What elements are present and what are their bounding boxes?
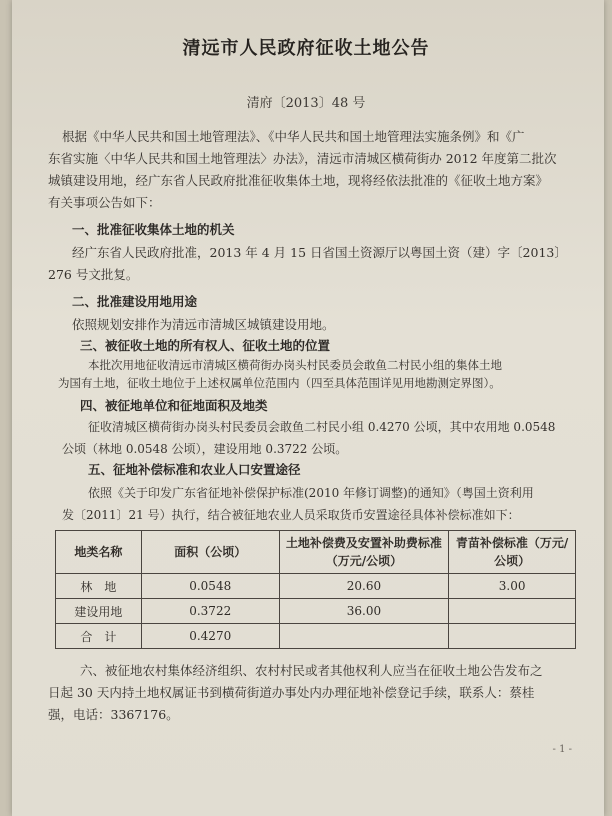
section-heading: 二、批准建设用地用途 bbox=[72, 294, 198, 309]
table-header: 地类名称 bbox=[56, 531, 142, 574]
table-header: 青苗补偿标准（万元/公顷） bbox=[449, 531, 576, 574]
section-line: 依照《关于印发广东省征地补偿保护标准(2010 年修订调整)的通知》（粤国土资利用 bbox=[88, 486, 534, 500]
table-header: 土地补偿费及安置补助费标准（万元/公顷） bbox=[279, 531, 449, 574]
compensation-table bbox=[55, 530, 576, 649]
table-cell: 36.00 bbox=[279, 599, 449, 624]
intro-line: 东省实施〈中华人民共和国土地管理法〉办法》，清远市清城区横荷街办 2012 年度第二批次 bbox=[48, 151, 557, 166]
section-heading: 四、被征地单位和征地面积及地类 bbox=[80, 398, 268, 413]
table-cell: 20.60 bbox=[279, 574, 449, 599]
table-cell bbox=[449, 624, 576, 649]
section-line: 依照规划安排作为清远市清城区城镇建设用地。 bbox=[72, 317, 335, 332]
table-cell: 0.0548 bbox=[141, 574, 279, 599]
section-line: 为国有土地，征收土地位于上述权属单位范围内（四至具体范围详见用地勘测定界图）。 bbox=[58, 376, 501, 390]
section-line: 日起 30 天内持土地权属证书到横荷街道办事处内办理征地补偿登记手续，联系人：蔡桂 bbox=[48, 685, 535, 700]
table-cell: 合 计 bbox=[56, 624, 142, 649]
table-row bbox=[56, 574, 576, 599]
section-line: 本批次用地征收清远市清城区横荷街办岗头村民委员会敢鱼二村民小组的集体土地 bbox=[88, 358, 502, 372]
intro-line: 根据《中华人民共和国土地管理法》、《中华人民共和国土地管理法实施条例》和《广 bbox=[62, 129, 525, 144]
section-line: 经广东省人民政府批准，2013 年 4 月 15 日省国土资源厅以粤国土资（建）字〔2013〕 bbox=[72, 245, 567, 260]
section-heading: 五、征地补偿标准和农业人口安置途径 bbox=[88, 462, 301, 477]
table-cell bbox=[449, 599, 576, 624]
section-line: 六、被征地农村集体经济组织、农村村民或者其他权利人应当在征收土地公告发布之 bbox=[80, 663, 543, 678]
section-heading: 一、批准征收集体土地的机关 bbox=[72, 222, 235, 237]
table-header-row bbox=[56, 531, 576, 574]
document-number: 清府〔2013〕48 号 bbox=[246, 96, 366, 111]
intro-line: 城镇建设用地，经广东省人民政府批准征收集体土地，现将经依法批准的《征收土地方案》 bbox=[48, 173, 549, 188]
table-cell: 建设用地 bbox=[56, 599, 142, 624]
document-title: 清远市人民政府征收土地公告 bbox=[182, 38, 430, 59]
table-cell: 0.4270 bbox=[141, 624, 279, 649]
section-line: 征收清城区横荷街办岗头村民委员会敢鱼二村民小组 0.4270 公顷，其中农用地 0.0548 bbox=[88, 420, 556, 434]
section-line: 公顷（林地 0.0548 公顷），建设用地 0.3722 公顷。 bbox=[62, 442, 348, 456]
table-header: 面积（公顷） bbox=[141, 531, 279, 574]
section-line: 276 号文批复。 bbox=[48, 267, 139, 282]
section-heading: 三、被征收土地的所有权人、征收土地的位置 bbox=[80, 338, 331, 353]
table-cell bbox=[279, 624, 449, 649]
intro-line: 有关事项公告如下： bbox=[48, 195, 161, 210]
table-cell: 林 地 bbox=[56, 574, 142, 599]
page-number: - 1 - bbox=[552, 744, 572, 755]
section-line: 发〔2011〕21 号）执行，结合被征地农业人员采取货币安置途径具体补偿标准如下： bbox=[62, 508, 520, 522]
table-row bbox=[56, 599, 576, 624]
section-line: 强，电话：3367176。 bbox=[48, 707, 179, 722]
table-row bbox=[56, 624, 576, 649]
table-cell: 3.00 bbox=[449, 574, 576, 599]
table-cell: 0.3722 bbox=[141, 599, 279, 624]
